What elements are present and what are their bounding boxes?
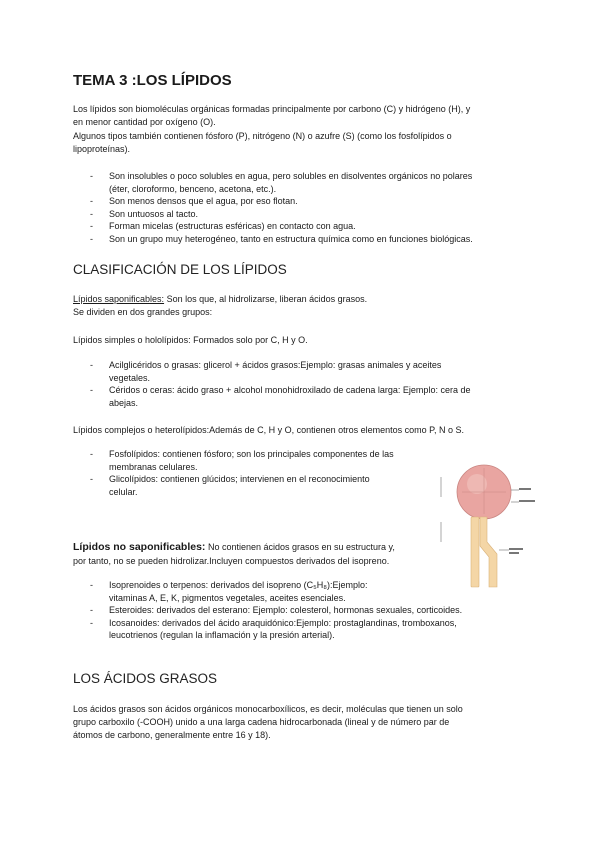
list-item: (éter, cloroformo, benceno, acetona, etc.). bbox=[109, 183, 277, 194]
list-item: abejas. bbox=[109, 397, 139, 408]
complejos-list bbox=[90, 448, 394, 498]
no-saponificables-label: Lípidos no saponificables: bbox=[73, 541, 206, 553]
list-item: - Isoprenoides o terpenos: derivados del isopreno (C₅H₈):Ejemplo: bbox=[90, 579, 462, 592]
list-item: - Icosanoides: derivados del ácido araquidónico:Ejemplo: prostaglandinas, tromboxanos, bbox=[90, 617, 462, 630]
list-item: - Forman micelas (estructuras esféricas) en contacto con agua. bbox=[90, 220, 473, 233]
list-item: membranas celulares. bbox=[109, 461, 198, 472]
complejos-heading: Lípidos complejos o heterolípidos:Además de C, H y O, contienen otros elementos como P, N o S. bbox=[73, 425, 465, 435]
no-saponificables-text: No contienen ácidos grasos en su estructura y, bbox=[205, 542, 395, 552]
no-saponificables-list bbox=[90, 579, 462, 642]
phospholipid-head bbox=[457, 465, 511, 519]
saponificables-line-2: Se dividen en dos grandes grupos: bbox=[73, 307, 213, 317]
list-item: - Acilglicéridos o grasas: glicerol + ácidos grasos:Ejemplo: grasas animales y aceites bbox=[90, 359, 470, 372]
saponificables-text: Son los que, al hidrolizarse, liberan ácidos grasos. bbox=[164, 294, 368, 304]
saponificables-line bbox=[73, 293, 367, 306]
list-item: - Glicolípidos: contienen glúcidos; intervienen en el reconocimiento bbox=[90, 473, 394, 486]
list-item: - Fosfolípidos: contienen fósforo; son los principales componentes de las bbox=[90, 448, 394, 461]
list-item: leucotrienos (regulan la inflamación y la presión arterial). bbox=[109, 630, 335, 640]
annotation-marks bbox=[509, 488, 535, 554]
list-item: - Son un grupo muy heterogéneo, tanto en estructura química como en funciones biológicas. bbox=[90, 233, 473, 246]
list-item: - Son menos densos que el agua, por eso flotan. bbox=[90, 195, 473, 208]
acidos-line-2: grupo carboxilo (-COOH) unido a una larga cadena hidrocarbonada (lineal y de número par de bbox=[73, 717, 450, 727]
saponificables-label: Lípidos saponificables: bbox=[73, 294, 165, 304]
intro-line-4: lipoproteínas). bbox=[73, 144, 131, 154]
list-item: vitaminas A, E, K, pigmentos vegetales, aceites esenciales. bbox=[109, 592, 346, 603]
list-item: - Céridos o ceras: ácido graso + alcohol monohidroxilado de cadena larga: Ejemplo: cera de bbox=[90, 384, 470, 397]
list-item: vegetales. bbox=[109, 372, 151, 383]
page-title: TEMA 3 :LOS LÍPIDOS bbox=[73, 72, 232, 89]
simples-heading: Lípidos simples o hololípidos: Formados solo por C, H y O. bbox=[73, 335, 308, 345]
acidos-line-1: Los ácidos grasos son ácidos orgánicos monocarboxílicos, es decir, moléculas que tienen un solo bbox=[73, 704, 463, 714]
intro-line-2: en menor cantidad por oxígeno (O). bbox=[73, 117, 216, 127]
properties-list bbox=[90, 170, 473, 245]
phospholipid-illustration bbox=[437, 462, 547, 588]
intro-line-3: Algunos tipos también contienen fósforo (P), nitrógeno (N) o azufre (S) (como los fosfolípidos o bbox=[73, 131, 452, 141]
simples-list bbox=[90, 359, 470, 409]
no-saponificables-line-2: por tanto, no se pueden hidrolizar.Incluyen compuestos derivados del isopreno. bbox=[73, 556, 390, 566]
phospholipid-tails bbox=[471, 517, 497, 587]
acidos-line-3: átomos de carbono, generalmente entre 16 y 18). bbox=[73, 730, 271, 740]
list-item: celular. bbox=[109, 486, 138, 497]
list-item: - Son insolubles o poco solubles en agua, pero solubles en disolventes orgánicos no polares bbox=[90, 170, 473, 183]
no-saponificables-line bbox=[73, 541, 395, 554]
intro-line-1: Los lípidos son biomoléculas orgánicas formadas principalmente por carbono (C) y hidrógeno (H), y bbox=[73, 104, 471, 114]
section-heading-clasificacion: CLASIFICACIÓN DE LOS LÍPIDOS bbox=[73, 262, 287, 277]
section-heading-acidos: LOS ÁCIDOS GRASOS bbox=[73, 671, 218, 686]
list-item: - Esteroides: derivados del esterano: Ejemplo: colesterol, hormonas sexuales, corticoides. bbox=[90, 604, 462, 617]
list-item: - Son untuosos al tacto. bbox=[90, 208, 473, 221]
